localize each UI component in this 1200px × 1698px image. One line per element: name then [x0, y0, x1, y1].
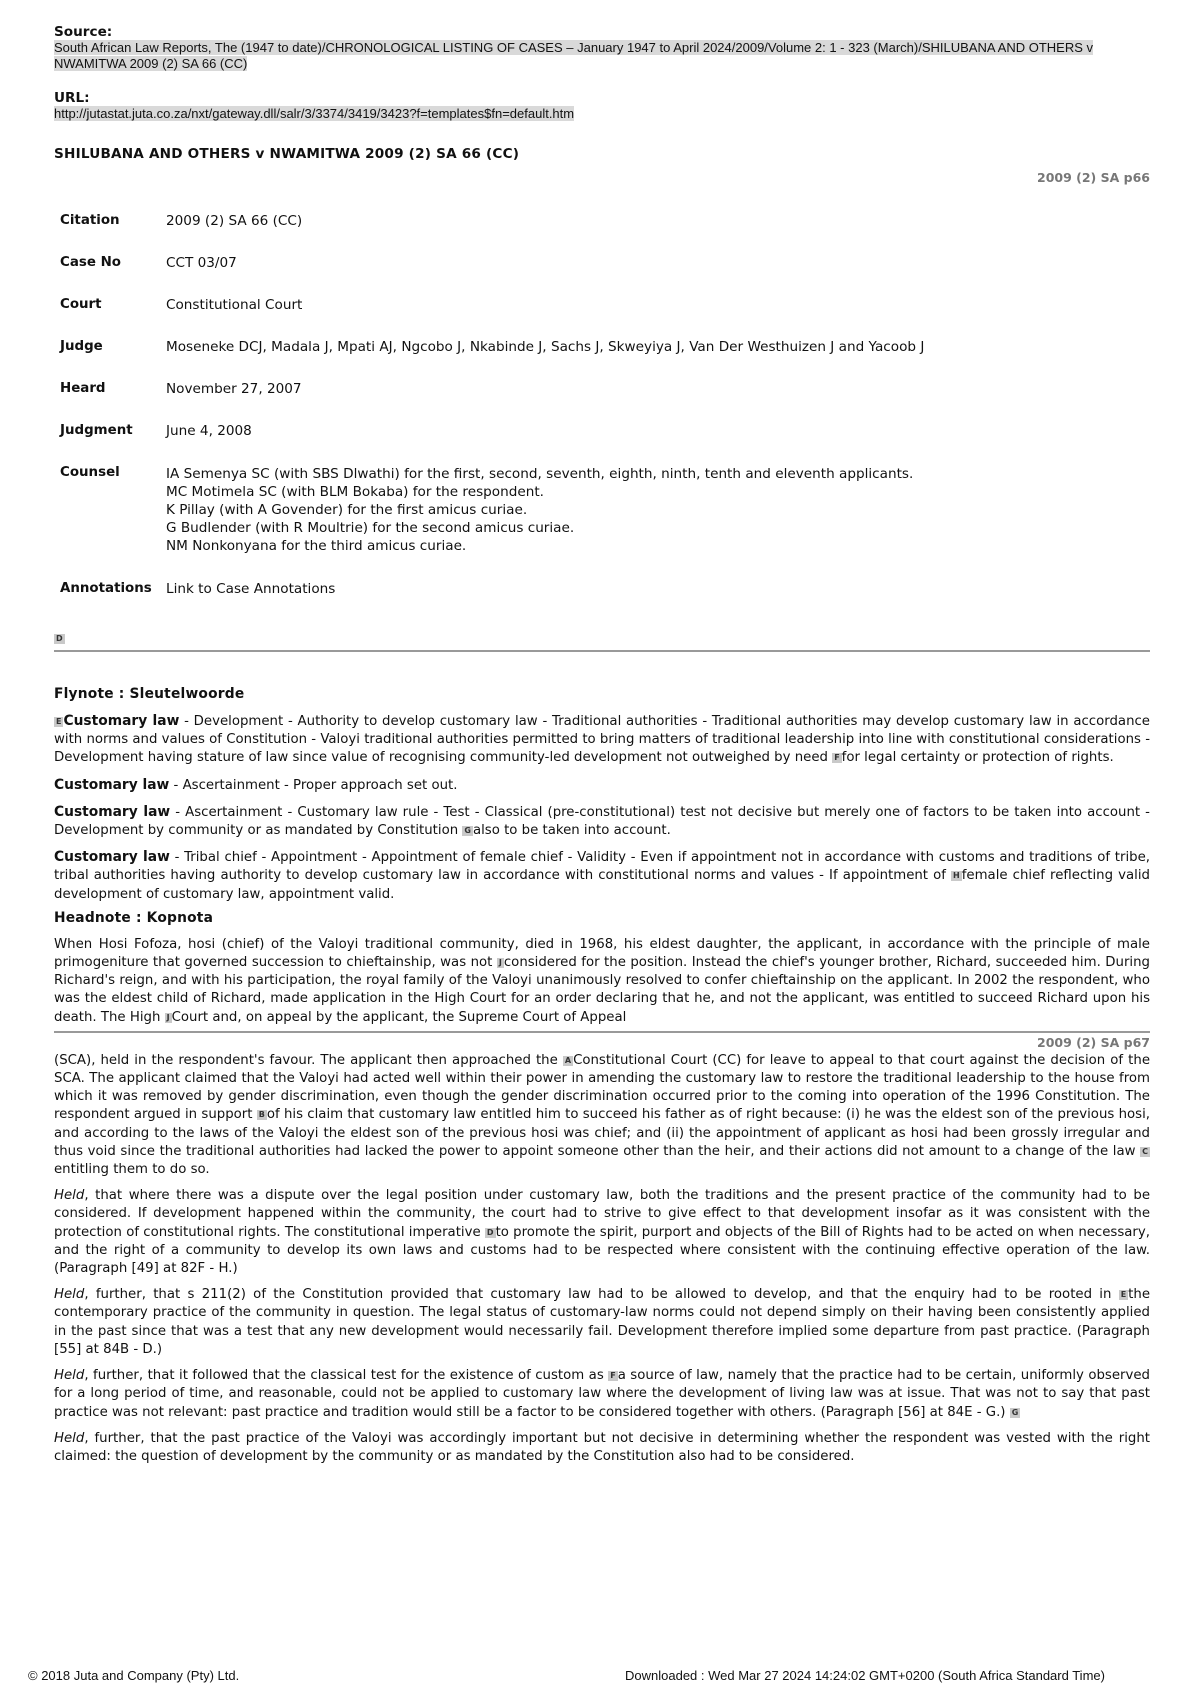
margin-marker: E — [56, 717, 62, 726]
held-text: to promote the spirit, purport and objects of the Bill of Rights had to be acted on when necessary, and the right of a community to develop its own laws and customs had to be respected where consistent with the continuing effective operation of the law. (Paragraph [49] at 82F - H.) — [54, 1224, 1150, 1277]
margin-marker: A — [564, 1055, 572, 1065]
headnote-paragraph — [54, 936, 1150, 1027]
topic-label: Customary law — [63, 713, 180, 729]
counsel-line: NM Nonkonyana for the third amicus curiae. — [166, 538, 467, 554]
counsel-line: K Pillay (with A Govender) for the first amicus curiae. — [166, 502, 528, 518]
court-label: Court — [60, 297, 102, 312]
held-text: a source of law, namely that the practice had to be certain, uniformly observed for a long period of time, and reasonable, could not be applied to customary law where the development of living law was at issue. That was not to say that past practice was not relevant: past practice and tradition would still be a factor to be considered together with others. (Paragraph [56] at 84E - G.) — [54, 1368, 1150, 1420]
case-metadata-table — [60, 213, 924, 597]
flynote-paragraph — [54, 776, 1150, 795]
margin-marker: G — [464, 826, 471, 836]
footer-download-timestamp: Downloaded : Wed Mar 27 2024 14:24:02 GMT+0200 (South Africa Standard Time) — [625, 1668, 1105, 1683]
page-ref-p67: 2009 (2) SA p67 — [1037, 1034, 1150, 1050]
headnote-text: considered for the position. Instead the chief's younger brother, Richard, succeeded him. During Richard's reign, and with his participation, the royal family of the Valoyi unanimously resolved to confer chieftainship on the applicant. In 2002 the respondent, who was the eldest child of Richard, made application in the High Court for an order declaring that he, and not the applicant, was entitled to succeed Richard upon his death. The High — [54, 955, 1150, 1025]
headnote-text: entitling them to do so. — [54, 1162, 210, 1178]
counsel-label: Counsel — [60, 465, 120, 480]
meta-row-heard — [60, 381, 924, 423]
margin-marker: C — [1142, 1146, 1148, 1156]
flynote-text: - Ascertainment - Customary law rule - Test - Classical (pre-constitutional) test not decisive but merely one of factors to be taken into account - Development by community or as mandated by Constitution — [54, 804, 1150, 839]
flynote-paragraph — [54, 848, 1150, 904]
page-ref-p66: 2009 (2) SA p66 — [1037, 170, 1150, 185]
caseno-label: Case No — [60, 255, 121, 270]
judgment-label: Judgment — [60, 423, 133, 438]
margin-marker: H — [953, 871, 960, 881]
topic-label: Customary law — [54, 803, 171, 820]
counsel-line: IA Semenya SC (with SBS Dlwathi) for the first, second, seventh, eighth, ninth, tenth and eleventh applicants. — [166, 466, 914, 482]
annotations-label: Annotations — [60, 581, 152, 596]
source-breadcrumb[interactable]: South African Law Reports, The (1947 to date)/CHRONOLOGICAL LISTING OF CASES – January 1947 to April 2024/2009/Volume 2: 1 - 323 (March)/SHILUBANA AND OTHERS v NWAMITWA 2009 (2) SA 66 (CC) — [54, 40, 1094, 71]
judge-value: Moseneke DCJ, Madala J, Mpati AJ, Ngcobo J, Nkabinde J, Sachs J, Skweyiya J, Van Der Westhuizen J and Yacoob J — [166, 339, 925, 355]
margin-marker: G — [1011, 1407, 1019, 1417]
counsel-line: MC Motimela SC (with BLM Bokaba) for the respondent. — [166, 484, 544, 500]
page-break-rule — [54, 1031, 1150, 1033]
citation-label: Citation — [60, 213, 120, 228]
topic-label: Customary law — [54, 849, 170, 866]
headnote-text: (SCA), held in the respondent's favour. The applicant then approached the — [54, 1052, 563, 1068]
footer-copyright: © 2018 Juta and Company (Pty) Ltd. — [28, 1668, 240, 1683]
held-label: Held — [54, 1188, 85, 1204]
headnote-paragraph — [54, 1052, 1150, 1179]
held-label: Held — [54, 1368, 85, 1384]
margin-marker: F — [610, 1371, 616, 1381]
meta-row-citation — [60, 213, 924, 255]
flynote-text: - Tribal chief - Appointment - Appointment of female chief - Validity - Even if appointment not in accordance with customs and traditions of tribe, tribal authorities having authority to develop customary law in accordance with constitutional norms and values - If appointment of — [54, 850, 1150, 884]
flynote-text: - Development - Authority to develop customary law - Traditional authorities - Traditional authorities may develop customary law in accordance with norms and values of Constitution - Valoyi traditional authorities permitted to bring matters of traditional leadership into line with constitutional considerations - Development having stature of law since value of recognising community-led development not outweighed by need — [54, 714, 1150, 766]
margin-marker: F — [834, 753, 840, 763]
margin-marker: J — [166, 1012, 170, 1022]
divider-block — [54, 631, 1150, 646]
meta-row-annotations — [60, 581, 924, 597]
headnote-text: When Hosi Fofoza, hosi (chief) of the Valoyi traditional community, died in 1968, his eldest daughter, the applicant, in accordance with the principle of male primogeniture that governed succession to chieftainship, was not — [54, 936, 1150, 971]
court-value: Constitutional Court — [166, 297, 303, 313]
headnote-text: Court and, on appeal by the applicant, the Supreme Court of Appeal — [171, 1009, 627, 1025]
flynote-heading: Flynote : Sleutelwoorde — [54, 686, 245, 702]
meta-row-judge — [60, 339, 924, 381]
topic-label: Customary law — [54, 776, 170, 793]
headnote-text: of his claim that customary law entitled him to succeed his father as of right because: (i) he was the eldest son of the previous hosi, and according to the laws of the Valoyi the eldest son of the previous hosi was chief; and (ii) the appointment of applicant as hosi had been grossly irregular and thus void since the traditional authorities had lacked the power to appoint someone other than the heir, and their actions did not amount to a change of the law — [54, 1107, 1150, 1159]
url-row — [54, 106, 1150, 122]
held-text: , that where there was a dispute over the legal position under customary law, both the traditions and the present practice of the community had to be considered. If development happened within the community, the court had to strive to give effect to that development insofar as it was consistent with the protection of constitutional rights. The constitutional imperative — [54, 1188, 1150, 1240]
case-title: SHILUBANA AND OTHERS v NWAMITWA 2009 (2) SA 66 (CC) — [54, 146, 520, 162]
held-text: , further, that s 211(2) of the Constitution provided that customary law had to be allowed to develop, and that the enquiry had to be rooted in — [84, 1287, 1119, 1303]
document-page — [54, 24, 1150, 1466]
margin-marker: E — [1120, 1290, 1127, 1300]
held-paragraph — [54, 1187, 1150, 1278]
caseno-value: CCT 03/07 — [166, 255, 237, 271]
meta-row-judgment — [60, 423, 924, 465]
counsel-value — [166, 465, 924, 581]
judge-label: Judge — [60, 339, 103, 354]
margin-marker: D — [486, 1227, 494, 1237]
heard-label: Heard — [60, 381, 106, 396]
divider-rule — [54, 650, 1150, 652]
headnote-heading: Headnote : Kopnota — [54, 909, 214, 926]
held-label: Held — [54, 1287, 85, 1303]
headnote-text: Constitutional Court (CC) for leave to appeal to that court against the decision of the SCA. The applicant claimed that the Valoyi had acted well within their power in amending the customary law to restore the traditional leadership to the house from which it was removed by gender discrimination, even though the gender discrimination occurred prior to the coming into operation of the 1996 Constitution. The respondent argued in support — [54, 1052, 1151, 1123]
flynote-text: female chief reflecting valid development of customary law, appointment valid. — [54, 868, 1150, 902]
heard-value: November 27, 2007 — [166, 381, 302, 397]
meta-row-counsel — [60, 465, 924, 581]
judgment-value: June 4, 2008 — [166, 423, 252, 439]
citation-value: 2009 (2) SA 66 (CC) — [166, 213, 303, 229]
held-text: , further, that it followed that the classical test for the existence of custom as — [84, 1368, 609, 1384]
margin-marker: J — [498, 958, 502, 968]
margin-marker: B — [258, 1110, 265, 1120]
counsel-line: G Budlender (with R Moultrie) for the second amicus curiae. — [166, 520, 575, 536]
flynote-paragraph — [54, 712, 1150, 768]
flynote-text: - Ascertainment - Proper approach set out. — [169, 777, 458, 793]
held-text: the contemporary practice of the community in question. The legal status of customary-law norms could not depend simply on their having been consistently applied in the past since that was a test that any new development would necessarily fail. Development therefore implied some departure from past practice. (Paragraph [55] at 84B - D.) — [54, 1287, 1150, 1357]
flynote-paragraph — [54, 803, 1150, 840]
flynote-text: also to be taken into account. — [472, 823, 671, 839]
source-label: Source: — [54, 24, 113, 40]
meta-row-court — [60, 297, 924, 339]
flynote-text: for legal certainty or protection of rights. — [841, 750, 1114, 766]
held-paragraph — [54, 1286, 1150, 1359]
margin-marker: D — [56, 634, 63, 643]
held-label: Held — [54, 1430, 85, 1446]
meta-row-caseno — [60, 255, 924, 297]
held-text: , further, that the past practice of the Valoyi was accordingly important but not decisive in determining whether the respondent was vested with the right claimed: the question of development by the community or as mandated by the Constitution also had to be considered. — [54, 1430, 1150, 1464]
held-paragraph — [54, 1430, 1150, 1466]
annotations-link[interactable]: Link to Case Annotations — [166, 581, 336, 597]
url-link[interactable]: http://jutastat.juta.co.za/nxt/gateway.dll/salr/3/3374/3419/3423?f=templates$fn=default.htm — [54, 106, 575, 121]
source-text — [54, 40, 1150, 72]
url-label: URL: — [54, 90, 90, 106]
held-paragraph — [54, 1367, 1150, 1422]
